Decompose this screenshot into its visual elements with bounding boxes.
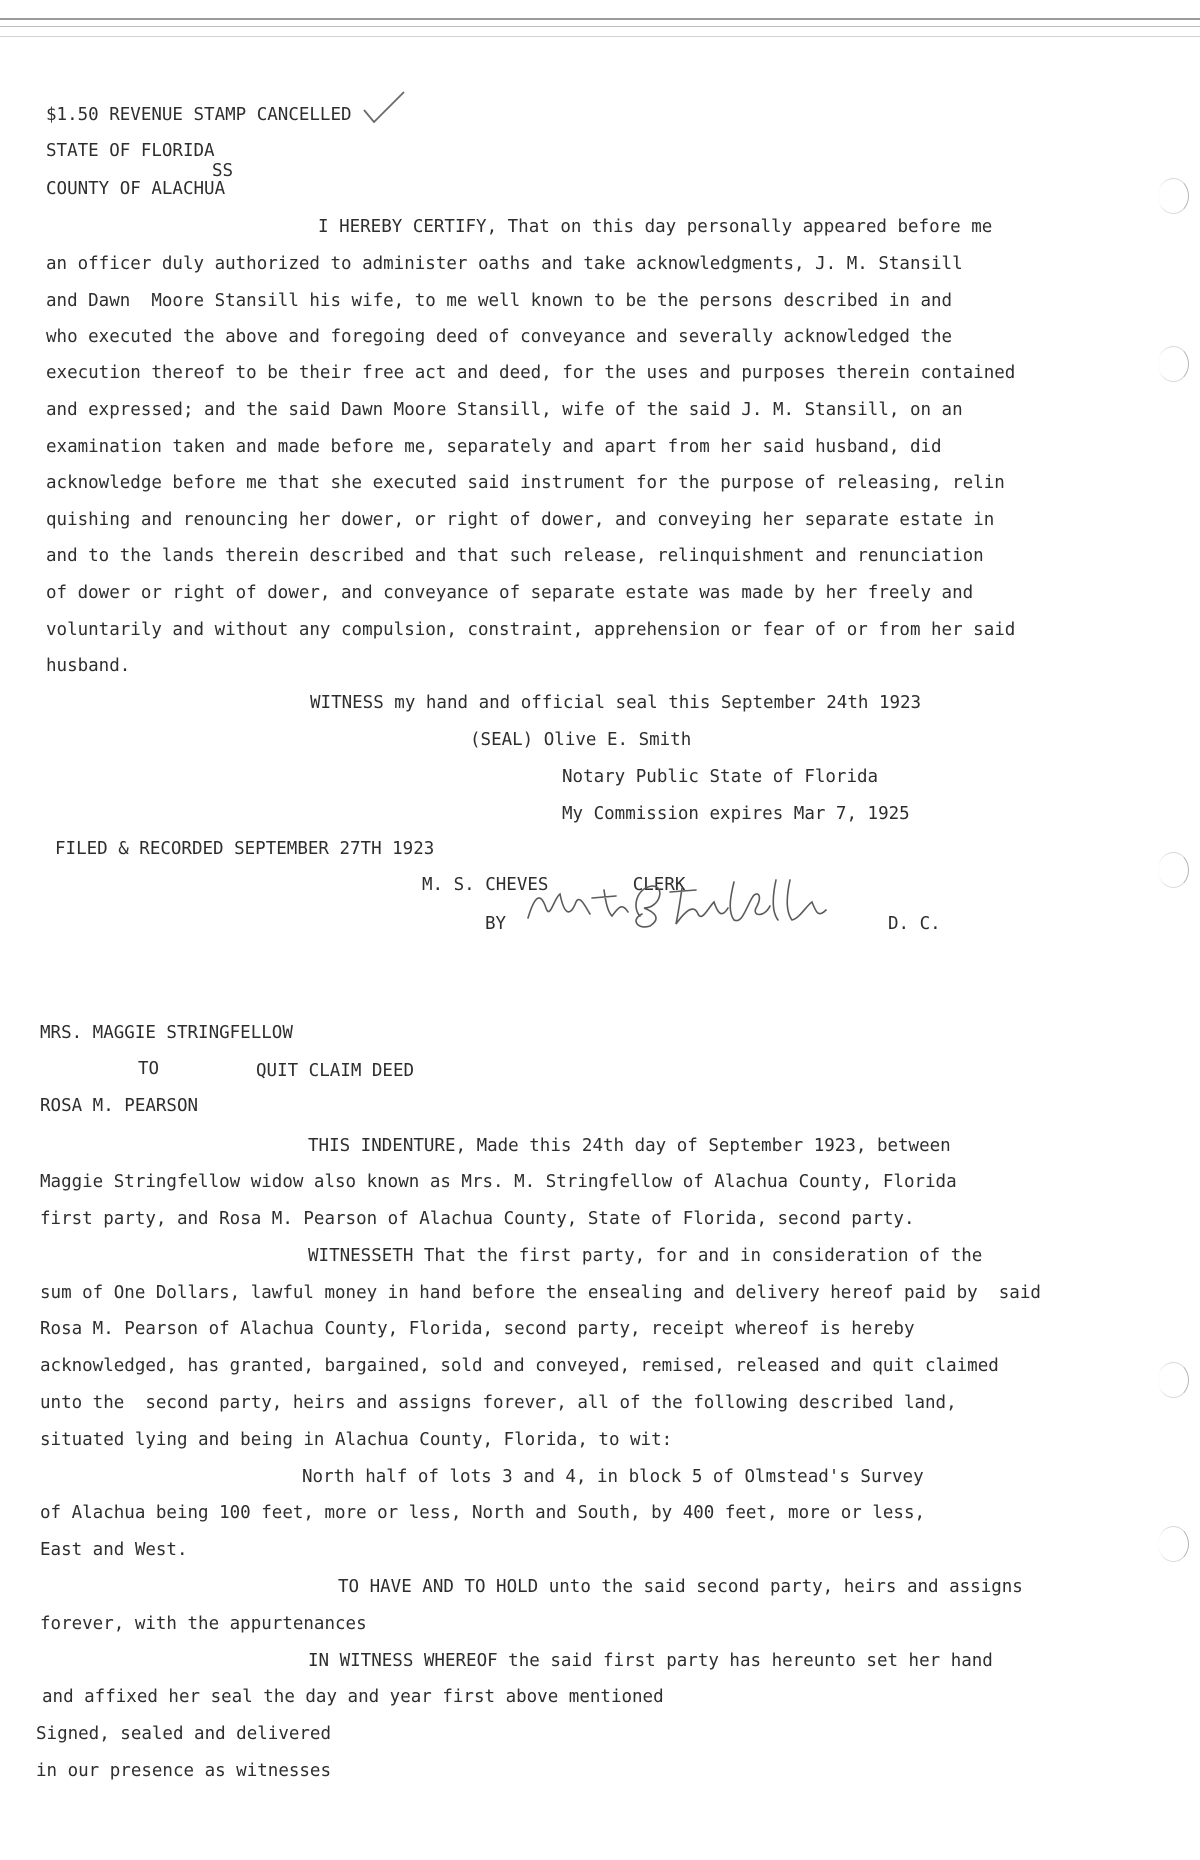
notary-body-line: who executed the above and foregoing deed of conveyance and severally acknowledged the (46, 327, 953, 347)
deputy-clerk-label: D. C. (888, 914, 941, 934)
binder-hole (1158, 852, 1189, 888)
by-label: BY (485, 914, 507, 934)
notary-body-line: and Dawn Moore Stansill his wife, to me well known to be the persons described in and (46, 291, 953, 311)
deed-body-line: TO HAVE AND TO HOLD unto the said second party, heirs and assigns (338, 1577, 1023, 1597)
deed-body-line: forever, with the appurtenances (40, 1614, 367, 1634)
notary-body-line: quishing and renouncing her dower, or right of dower, and conveying her separate estate in (46, 510, 995, 530)
notary-title: Notary Public State of Florida (562, 767, 879, 787)
binder-hole (1158, 346, 1189, 382)
land-description-line: North half of lots 3 and 4, in block 5 of Olmstead's Survey (302, 1467, 924, 1487)
binder-hole (1158, 1362, 1189, 1398)
deed-body-line: Maggie Stringfellow widow also known as Mrs. M. Stringfellow of Alachua County, Florida (40, 1172, 957, 1192)
deed-body-line: first party, and Rosa M. Pearson of Alachua County, State of Florida, second party. (40, 1209, 915, 1229)
binder-hole (1158, 178, 1189, 214)
grantee-name: ROSA M. PEARSON (40, 1096, 199, 1116)
notary-body-line: an officer duly authorized to administer oaths and take acknowledgments, J. M. Stansill (46, 254, 963, 274)
deed-body-line: THIS INDENTURE, Made this 24th day of September 1923, between (308, 1136, 951, 1156)
top-rule (0, 26, 1200, 27)
revenue-stamp-line: $1.50 REVENUE STAMP CANCELLED (46, 105, 352, 125)
top-rule (0, 36, 1200, 37)
commission-expiry: My Commission expires Mar 7, 1925 (562, 804, 910, 824)
seal-signature-line: (SEAL) Olive E. Smith (470, 730, 692, 750)
deed-type: QUIT CLAIM DEED (256, 1061, 415, 1081)
state-line: STATE OF FLORIDA (46, 141, 215, 161)
clerk-line: M. S. CHEVES CLERK (422, 875, 686, 895)
deed-body-line: Rosa M. Pearson of Alachua County, Florida, second party, receipt whereof is hereby (40, 1319, 915, 1339)
deed-body-line: acknowledged, has granted, bargained, sold and conveyed, remised, released and quit claimed (40, 1356, 999, 1376)
checkmark-icon (362, 90, 406, 126)
county-line: COUNTY OF ALACHUA (46, 179, 226, 199)
binder-hole (1158, 1526, 1189, 1562)
witness-line: WITNESS my hand and official seal this September 24th 1923 (310, 693, 922, 713)
land-description-line: of Alachua being 100 feet, more or less, North and South, by 400 feet, more or less, (40, 1503, 926, 1523)
notary-body-line: acknowledge before me that she executed said instrument for the purpose of releasing, relin (46, 473, 1005, 493)
deed-body-line: Signed, sealed and delivered (36, 1724, 332, 1744)
deed-body-line: WITNESSETH That the first party, for and in consideration of the (308, 1246, 983, 1266)
top-rule (0, 18, 1200, 20)
grantor-name: MRS. MAGGIE STRINGFELLOW (40, 1023, 293, 1043)
deed-body-line: in our presence as witnesses (36, 1761, 332, 1781)
ss-mark: SS (212, 161, 234, 181)
notary-body-line: and expressed; and the said Dawn Moore Stansill, wife of the said J. M. Stansill, on an (46, 400, 963, 420)
notary-body-line: execution thereof to be their free act and deed, for the uses and purposes therein contained (46, 363, 1016, 383)
handwritten-signature (520, 868, 850, 940)
notary-body-line: and to the lands therein described and that such release, relinquishment and renunciation (46, 546, 984, 566)
filed-recorded-line: FILED & RECORDED SEPTEMBER 27TH 1923 (55, 839, 435, 859)
notary-body-line: of dower or right of dower, and conveyance of separate estate was made by her freely and (46, 583, 974, 603)
land-description-line: East and West. (40, 1540, 188, 1560)
deed-body-line: and affixed her seal the day and year first above mentioned (42, 1687, 664, 1707)
deed-body-line: unto the second party, heirs and assigns forever, all of the following described land, (40, 1393, 957, 1413)
deed-body-line: IN WITNESS WHEREOF the said first party has hereunto set her hand (308, 1651, 993, 1671)
deed-body-line: sum of One Dollars, lawful money in hand before the ensealing and delivery hereof paid by said (40, 1283, 1041, 1303)
to-label: TO (138, 1059, 160, 1079)
notary-body-line: voluntarily and without any compulsion, constraint, apprehension or fear of or from her said (46, 620, 1016, 640)
deed-body-line: situated lying and being in Alachua County, Florida, to wit: (40, 1430, 673, 1450)
notary-body-line: I HEREBY CERTIFY, That on this day personally appeared before me (318, 217, 993, 237)
notary-body-line: examination taken and made before me, separately and apart from her said husband, did (46, 437, 942, 457)
notary-body-line: husband. (46, 656, 131, 676)
